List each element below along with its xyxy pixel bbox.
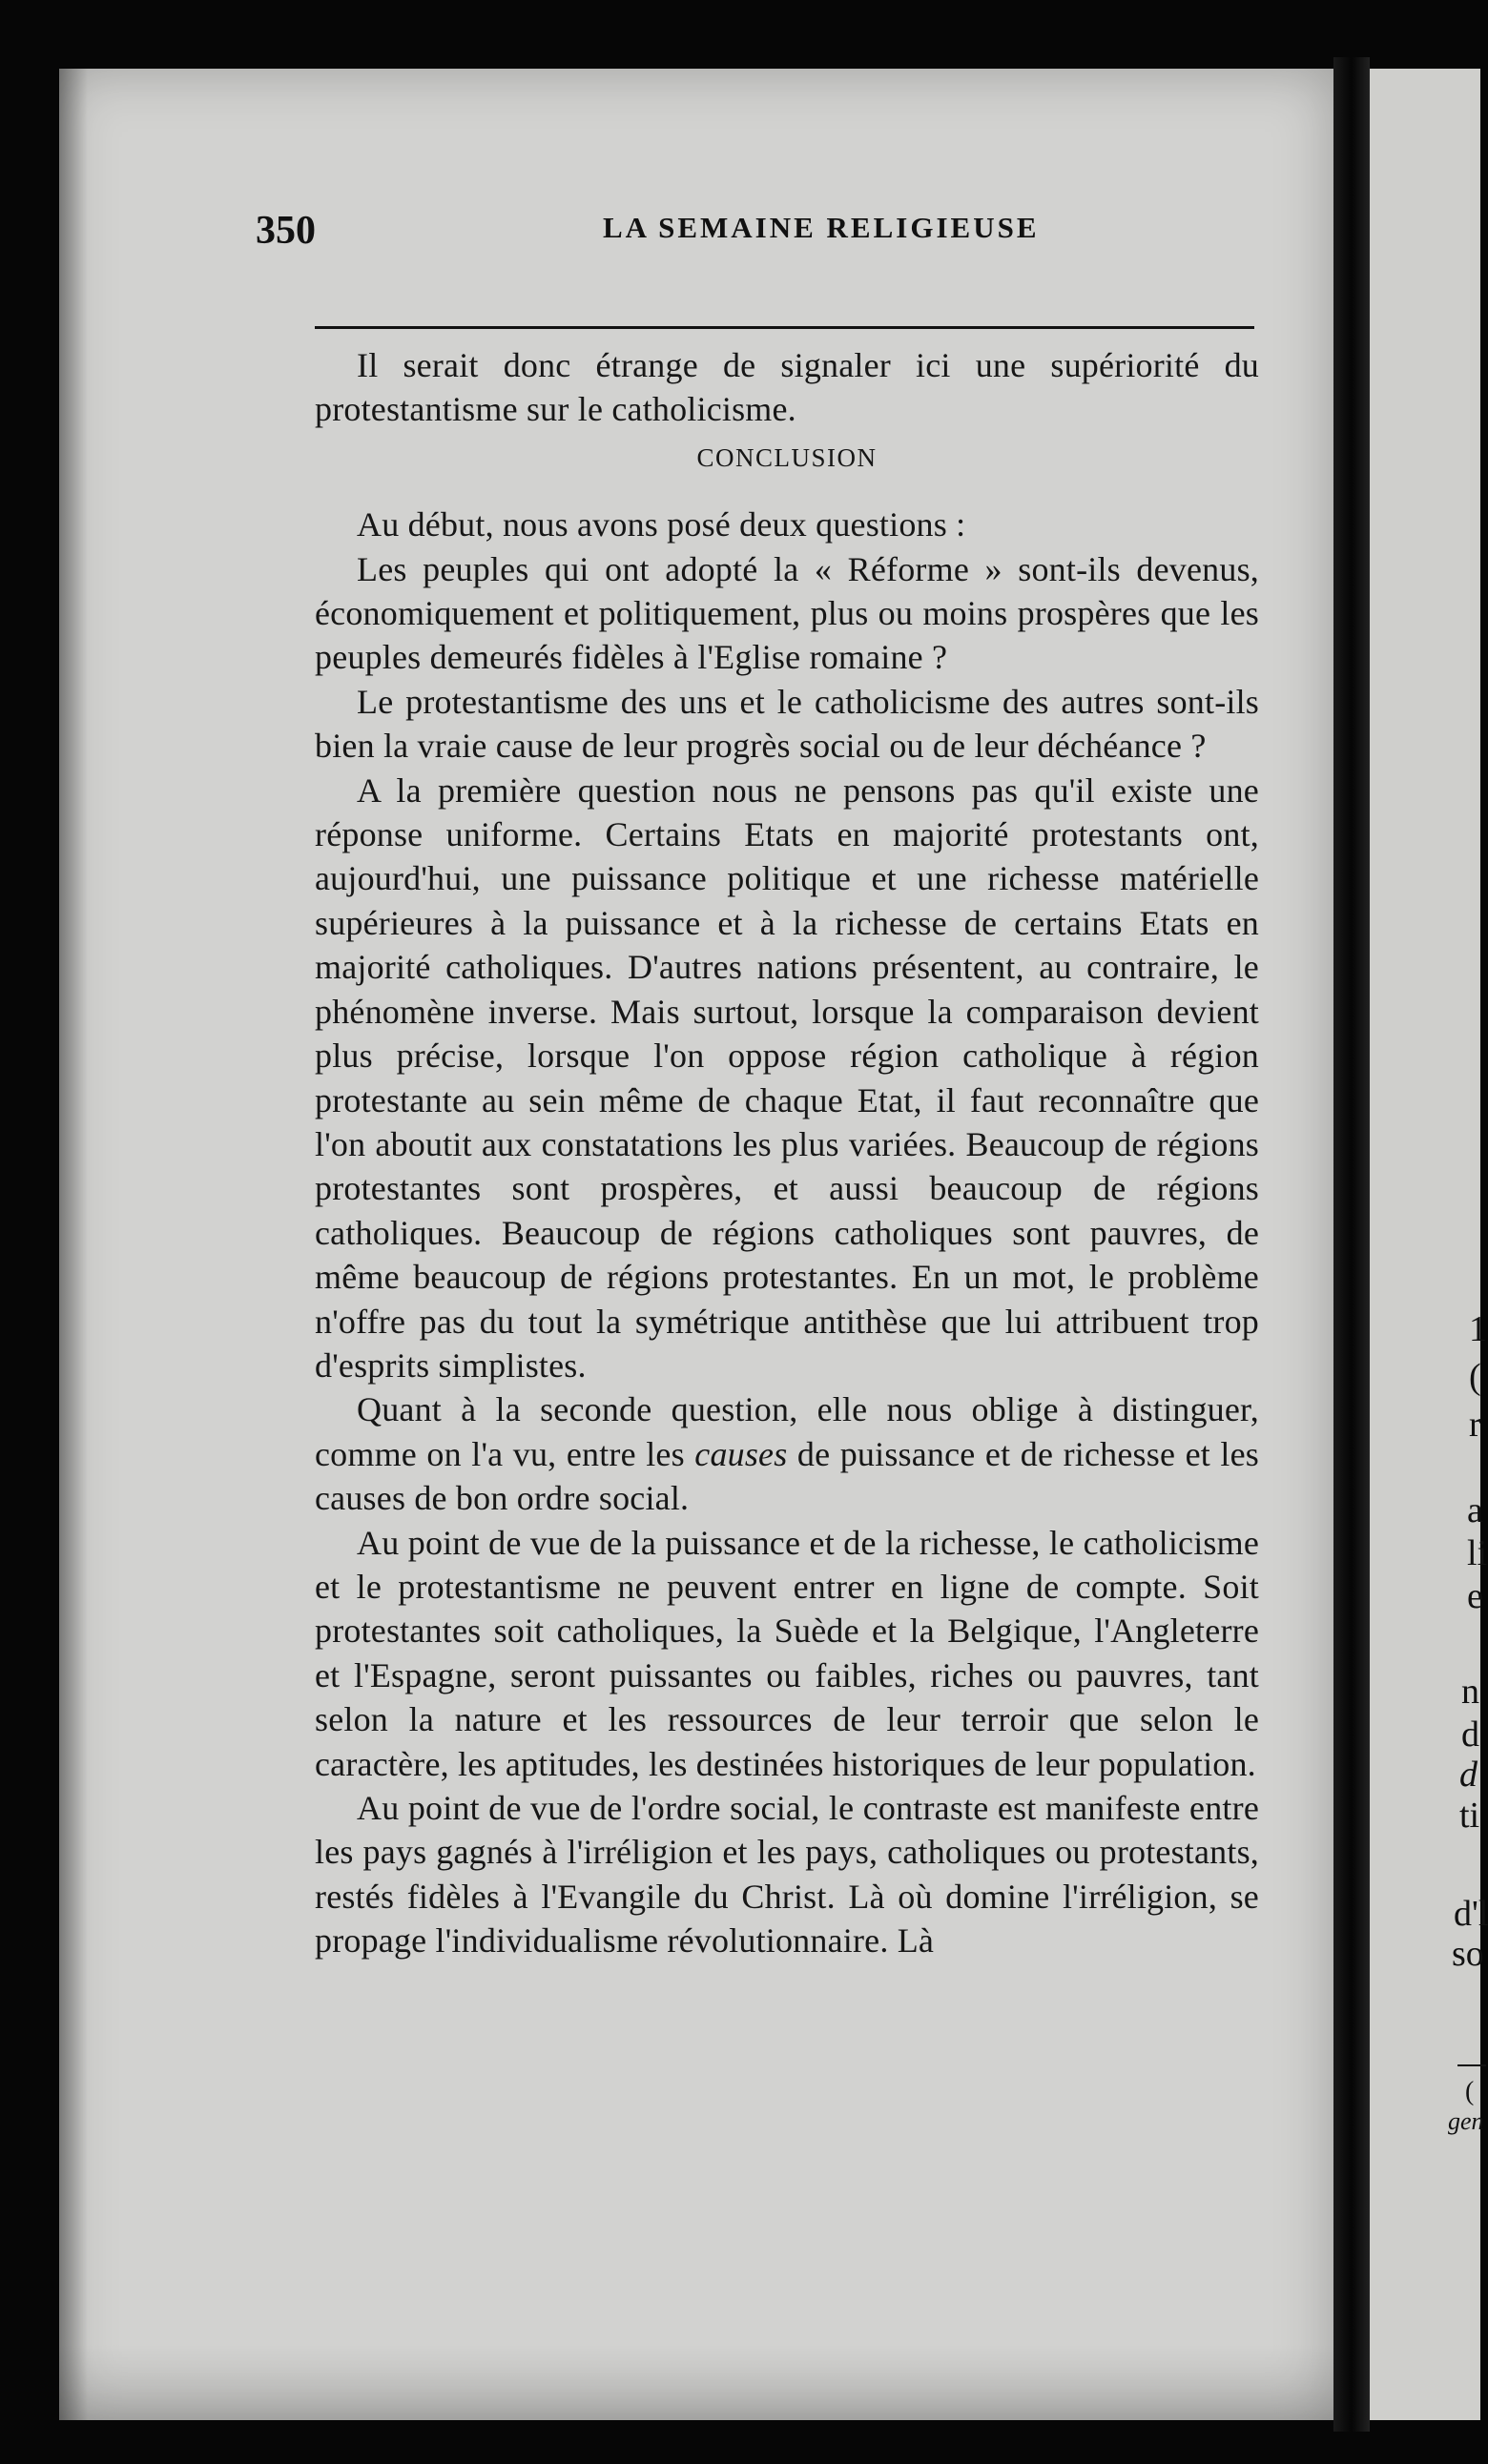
answer-two-start: Quant à la seconde question, elle nous oblige à distinguer, comme on l'a vu, entre les: [315, 1390, 1259, 1473]
paragraph-answer-one: A la première question nous ne pensons pas qu'il existe une réponse uniforme. Certains Etats en majorité protestants ont, aujourd'hui, une puissance politique et une richesse matérielle supérieures à la puissance et à la richesse de certains Etats en majorité catholiques. D'autres nations présentent, au contraire, le phénomène inverse. Mais surtout, lorsque la comparaison devient plus précise, lorsque l'on oppose région catholique à région protestante au sein même de chaque Etat, il faut reconnaître que l'on aboutit aux constatations les plus variées. Beaucoup de régions protestantes sont prospères, et aussi beaucoup de régions catholiques. Beaucoup de régions catholiques sont pauvres, de même beaucoup de régions protestantes. En un mot, le problème n'offre pas du tout la symétrique antithèse que lui attribuent trop d'esprits simplistes.: [315, 770, 1259, 1385]
paragraph-intro: Il serait donc étrange de signaler ici une supériorité du protestantisme sur le catholicisme.: [315, 346, 1259, 429]
facing-fragment: (: [1469, 1357, 1481, 1397]
facing-fragment: e: [1467, 1576, 1483, 1616]
paragraph-power-wealth: Au point de vue de la puissance et de la richesse, le catholicisme et le protestantisme ne peuvent entrer en ligne de compte. Soit protestantes soit catholiques, la Suède et la Belgique, l'Angleterre et l'Espagne, seront puissantes ou faibles, riches ou pauvres, tant selon la nature et les ressources de leur terroir que selon le caractère, les aptitudes, les destinées historiques de leur population.: [315, 1523, 1259, 1783]
facing-fragment: gen: [1448, 2107, 1484, 2135]
paragraph-answer-two: [315, 1387, 1259, 1520]
facing-fragment: 1: [1469, 1309, 1487, 1349]
facing-fragment: r: [1469, 1405, 1481, 1445]
facing-fragment: d: [1459, 1755, 1478, 1795]
facing-fragment: li: [1467, 1533, 1488, 1573]
paragraph-question-one: Les peuples qui ont adopté la « Réforme » sont-ils devenus, économiquement et politiquement, plus ou moins prospères que les peuples demeurés fidèles à l'Eglise romaine ?: [315, 549, 1259, 677]
paragraph-questions-intro: Au début, nous avons posé deux questions :: [357, 505, 966, 544]
facing-fragment: a: [1467, 1490, 1483, 1530]
page-body: [315, 343, 1259, 1963]
running-title: LA SEMAINE RELIGIEUSE: [603, 211, 1040, 244]
answer-two-end: de puissance et de richesse et les causes de bon ordre social.: [315, 1434, 1260, 1518]
facing-footnote-rule: [1457, 2064, 1486, 2066]
facing-page: [1370, 69, 1480, 2420]
book-gutter: [1333, 57, 1370, 2432]
paragraph-question-two: Le protestantisme des uns et le catholicisme des autres sont-ils bien la vraie cause de leur progrès social ou de leur déchéance ?: [315, 682, 1259, 766]
page-edge-shadow: [59, 69, 88, 2420]
facing-fragment: d'l: [1454, 1894, 1488, 1934]
facing-fragment: n: [1461, 1672, 1479, 1712]
facing-fragment: so: [1452, 1934, 1484, 1974]
section-heading: CONCLUSION: [696, 442, 878, 472]
italic-causes: causes: [694, 1434, 788, 1473]
facing-fragment: d: [1461, 1715, 1479, 1755]
paragraph-social-order: Au point de vue de l'ordre social, le contraste est manifeste entre les pays gagnés à l'irréligion et les pays, catholiques ou protestants, restés fidèles à l'Evangile du Christ. Là où domine l'irréligion, se propage l'individualisme révolutionnaire. Là: [315, 1789, 1259, 1961]
page-number: 350: [256, 209, 316, 253]
facing-fragment: (: [1465, 2077, 1475, 2106]
page-bottom-shade: [59, 2344, 1333, 2420]
facing-fragment: ti: [1459, 1796, 1480, 1836]
header-rule: [315, 326, 1254, 329]
